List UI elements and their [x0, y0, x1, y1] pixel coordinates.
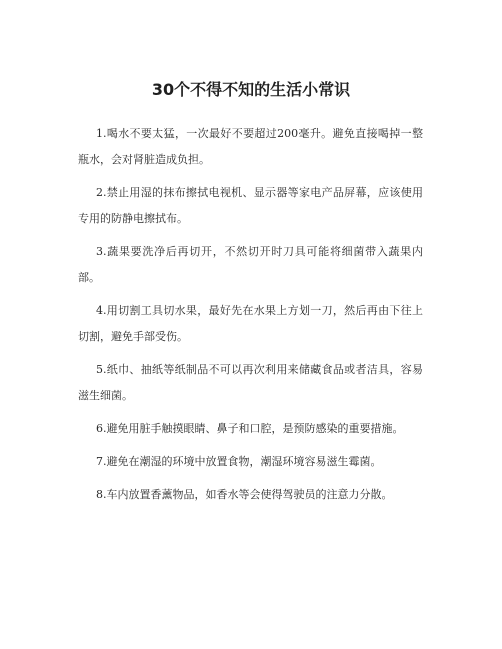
tip-item-6: 6.避免用脏手触摸眼睛、鼻子和口腔，是预防感染的重要措施。 — [96, 422, 404, 435]
tip-item-8: 8.车内放置香薰物品，如香水等会使得驾驶员的注意力分散。 — [96, 488, 393, 501]
tip-item-5: 5.纸巾、抽纸等纸制品不可以再次利用来储藏食品或者洁具，容易滋生细菌。 — [78, 363, 423, 402]
tip-item-2: 2.禁止用湿的抹布擦拭电视机、显示器等家电产品屏幕，应该使用专用的防静电擦拭布。 — [78, 186, 423, 225]
tips-list — [78, 121, 423, 515]
tip-item-3: 3.蔬果要洗净后再切开，不然切开时刀具可能将细菌带入蔬果内部。 — [78, 245, 423, 284]
document-title: 30个不得不知的生活小常识 — [151, 80, 351, 99]
tip-item-7: 7.避免在潮湿的环境中放置食物，潮湿环境容易滋生霉菌。 — [96, 455, 382, 468]
tip-item-1: 1.喝水不要太猛，一次最好不要超过200毫升。避免直接喝掉一整瓶水，会对肾脏造成负担。 — [78, 127, 423, 166]
tip-item-4: 4.用切割工具切水果，最好先在水果上方划一刀，然后再由下往上切割，避免手部受伤。 — [78, 304, 423, 343]
